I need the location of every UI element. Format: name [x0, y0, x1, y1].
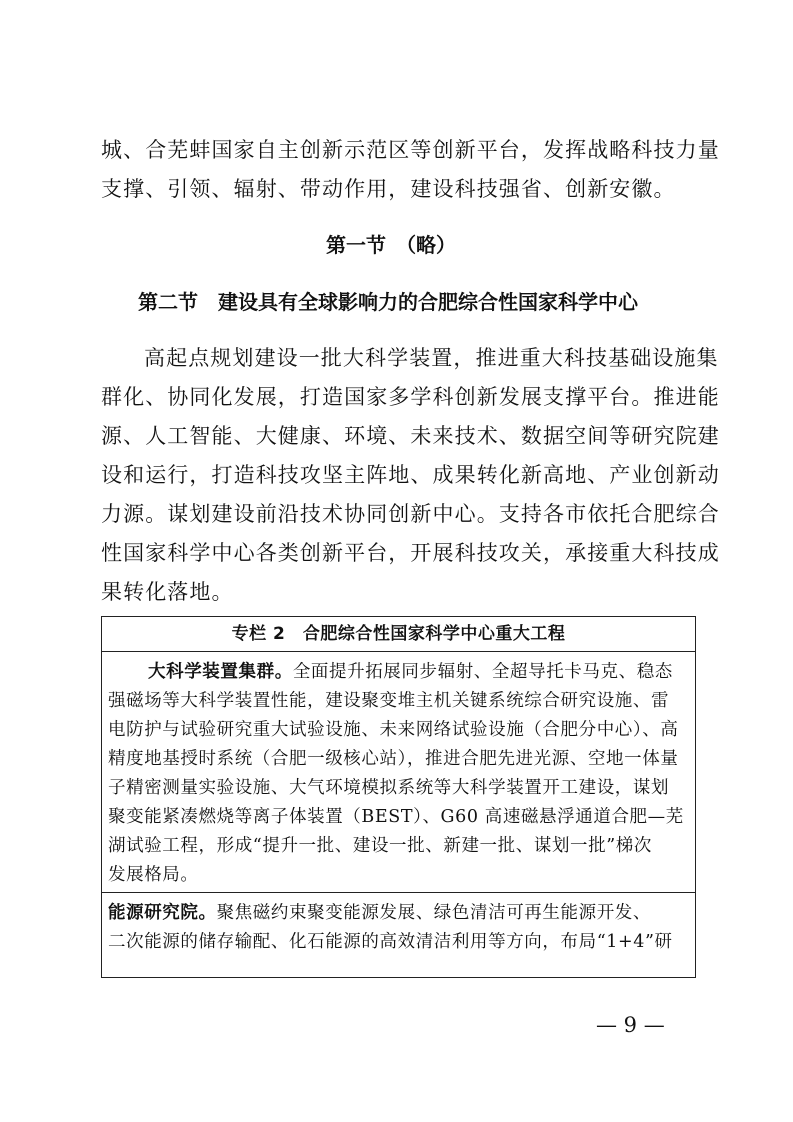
intro-line: 城、合芜蚌国家自主创新示范区等创新平台，发挥战略科技力量 [101, 138, 720, 162]
feature-box [101, 616, 696, 978]
body-line: 群化、协同化发展，打造国家多学科创新发展支撑平台。推进能 [101, 385, 720, 409]
box-item-first-line [108, 901, 651, 925]
box-item-line: 电防护与试验研究重大试验设施、未来网络试验设施（合肥分中心）、高 [108, 720, 679, 740]
body-line: 高起点规划建设一批大科学装置，推进重大科技基础设施集 [144, 346, 719, 370]
box-item-line: 子精密测量实验设施、大气环境模拟系统等大科学装置开工建设，谋划 [108, 778, 670, 798]
box-item-line: 发展格局。 [108, 865, 199, 885]
box-item-line: 强磁场等大科学装置性能，建设聚变堆主机关键系统综合研究设施、雷 [108, 691, 670, 711]
box-item-first-line [148, 660, 673, 684]
box-item-lead: 能源研究院。 [108, 903, 217, 923]
body-line: 力源。谋划建设前沿技术协同创新中心。支持各市依托合肥综合 [101, 502, 720, 526]
section-heading: 第二节 建设具有全球影响力的合肥综合性国家科学中心 [138, 290, 638, 314]
body-line: 果转化落地。 [101, 580, 234, 604]
page-number: — 9 — [596, 1013, 665, 1037]
box-item-line: 二次能源的储存输配、化石能源的高效清洁利用等方向，布局“1+4”研 [108, 932, 673, 952]
box-title: 专栏 2 合肥综合性国家科学中心重大工程 [102, 617, 695, 652]
intro-line: 支撑、引领、辐射、带动作用，建设科技强省、创新安徽。 [101, 177, 676, 201]
box-item-text: 聚焦磁约束聚变能源发展、绿色清洁可再生能源开发、 [216, 903, 652, 923]
body-line: 性国家科学中心各类创新平台，开展科技攻关，承接重大科技成 [101, 541, 720, 565]
box-item-line: 聚变能紧凑燃烧等离子体装置（BEST）、G60 高速磁悬浮通道合肥—芜 [108, 807, 684, 827]
box-item-text: 全面提升拓展同步辐射、全超导托卡马克、稳态 [292, 662, 673, 682]
section-heading: 第一节 （略） [326, 233, 456, 257]
box-item-line: 湖试验工程，形成“提升一批、建设一批、新建一批、谋划一批”梯次 [108, 836, 652, 856]
box-item-line: 精度地基授时系统（合肥一级核心站），推进合肥先进光源、空地一体量 [108, 749, 679, 769]
body-line: 源、人工智能、大健康、环境、未来技术、数据空间等研究院建 [101, 424, 720, 448]
box-separator [102, 892, 695, 893]
body-line: 设和运行，打造科技攻坚主阵地、成果转化新高地、产业创新动 [101, 463, 720, 487]
box-item-lead: 大科学装置集群。 [148, 662, 293, 682]
